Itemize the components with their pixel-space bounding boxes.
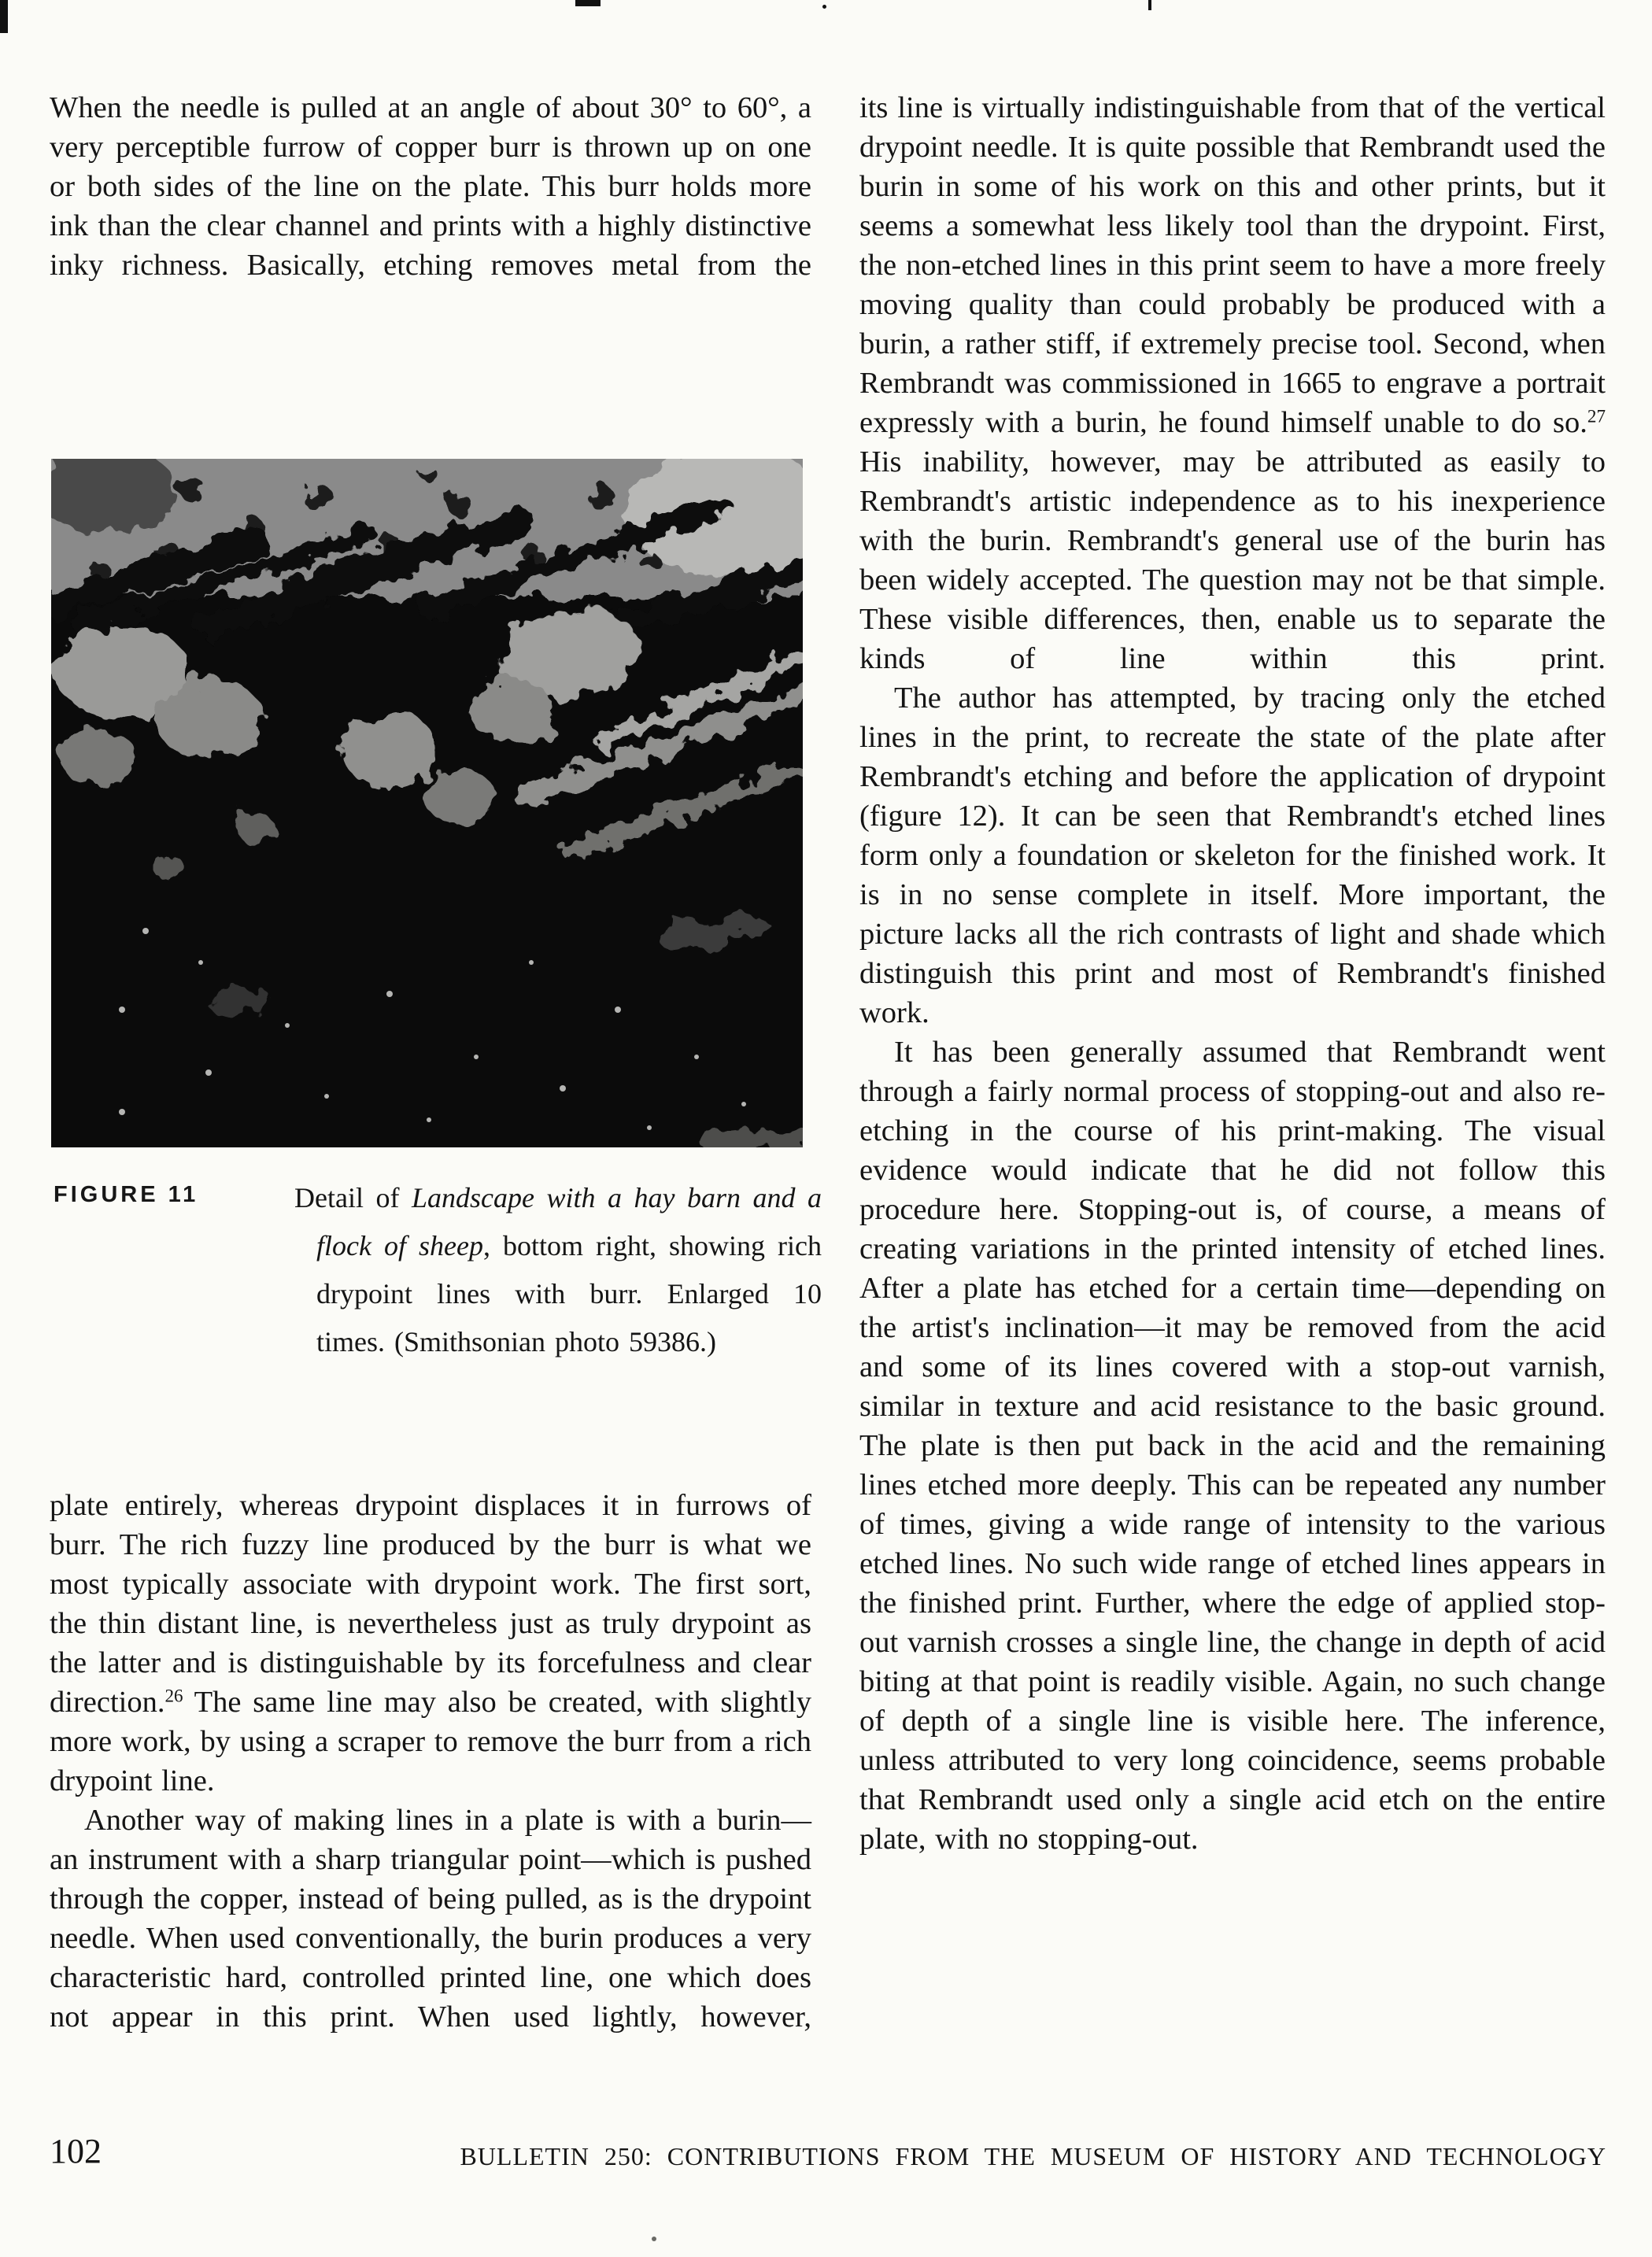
left-column-lower [50,1486,811,2037]
paragraph-burin-continued: its line is virtually indistinguishable from that of the vertical drypoint needle. It is quite possible that Rembrandt used the burin in some of his work on this and other prints, but it seems a somewhat less likely tool than the drypoint. First, the non-etched lines in this print seem to have a more freely moving quality than could probably be produced with a burin, a rather stiff, if extremely precise tool. Second, when Rembrandt was commissioned in 1665 to engrave a portrait expressly with a burin, he found himself unable to do so.$^{27}$ His inability, however, may be attributed as easily to Rembrandt's artistic independence as to his inexperience with the burin. Rembrandt's general use of the burin has been widely accepted. The question may not be that simple. These visible differences, then, enable us to separate the kinds of line within this print. [859,91,1606,675]
halftone-print-detail [51,459,803,1147]
figure-label: FIGURE 11 [54,1182,199,1207]
running-footer: BULLETIN 250: CONTRIBUTIONS FROM THE MUSEUM OF HISTORY AND TECHNOLOGY [460,2142,1606,2170]
page-number: 102 [50,2132,102,2170]
scan-artifact [652,2237,656,2241]
paragraph-stopping-out: It has been generally assumed that Rembrandt went through a fairly normal process of stopping-out and also re-etching in the course of his print-making. The visual evidence would indicate that he did not follow this procedure here. Stopping-out is, of course, a means of creating variations in the printed intensity of etched lines. After a plate has etched for a certain time—depending on the artist's inclination—it may be removed from the acid and some of its lines covered with a stop-out varnish, similar in texture and acid resistance to the basic ground. The plate is then put back in the acid and the remaining lines etched more deeply. This can be repeated any number of times, giving a wide range of intensity to the various etched lines. No such wide range of etched lines appears in the finished print. Further, where the edge of applied stop-out varnish crosses a single line, the change in depth of acid biting at that point is readily visible. Again, no such change of depth of a single line is visible here. The inference, unless attributed to very long coincidence, seems probable that Rembrandt used only a single acid etch on the entire plate, with no stopping-out. [859,1036,1606,1856]
scan-artifact [575,0,601,6]
paragraph-author-tracing: The author has attempted, by tracing only the etched lines in the print, to recreate the state of the plate after Rembrandt's etching and before the application of drypoint (figure 12). It can be seen that Rembrandt's etched lines form only a foundation or skeleton for the finished work. It is in no sense complete in itself. More important, the picture lacks all the rich contrasts of light and shade which distinguish this print and most of Rembrandt's finished work. [859,682,1606,1029]
scan-artifact [0,0,8,33]
paragraph-drypoint-burr: plate entirely, whereas drypoint displaces it in furrows of burr. The rich fuzzy line produced by the burr is what we most typically associate with drypoint work. The first sort, the thin distant line, is nevertheless just as truly drypoint as the latter and is distinguishable by its forcefulness and clear direction.$^{26}$ The same line may also be created, with slightly more work, by using a scraper to remove the burr from a rich drypoint line. [50,1489,811,1797]
scan-artifact [822,5,826,9]
scan-artifact [1148,0,1151,10]
figure-caption-text: Detail of Landscape with a hay barn and a flock of sheep, bottom right, showing rich drypoint lines with burr. Enlarged 10 times. (Smithsonian photo 59386.) [294,1182,822,1358]
paragraph-needle-burr: When the needle is pulled at an angle of about 30° to 60°, a very perceptible furrow of copper burr is thrown up on one or both sides of the line on the plate. This burr holds more ink than the clear channel and prints with a highly distinctive inky richness. Basically, etching removes metal from the [50,91,811,282]
paragraph-burin: Another way of making lines in a plate is with a burin—an instrument with a sharp triangular point—which is pushed through the copper, instead of being pulled, as is the drypoint needle. When used conventionally, the burin produces a very characteristic hard, controlled printed line, one which does not appear in this print. When used lightly, however, [50,1804,811,2034]
right-column [859,88,1606,1859]
figure-11-image [51,459,803,1147]
